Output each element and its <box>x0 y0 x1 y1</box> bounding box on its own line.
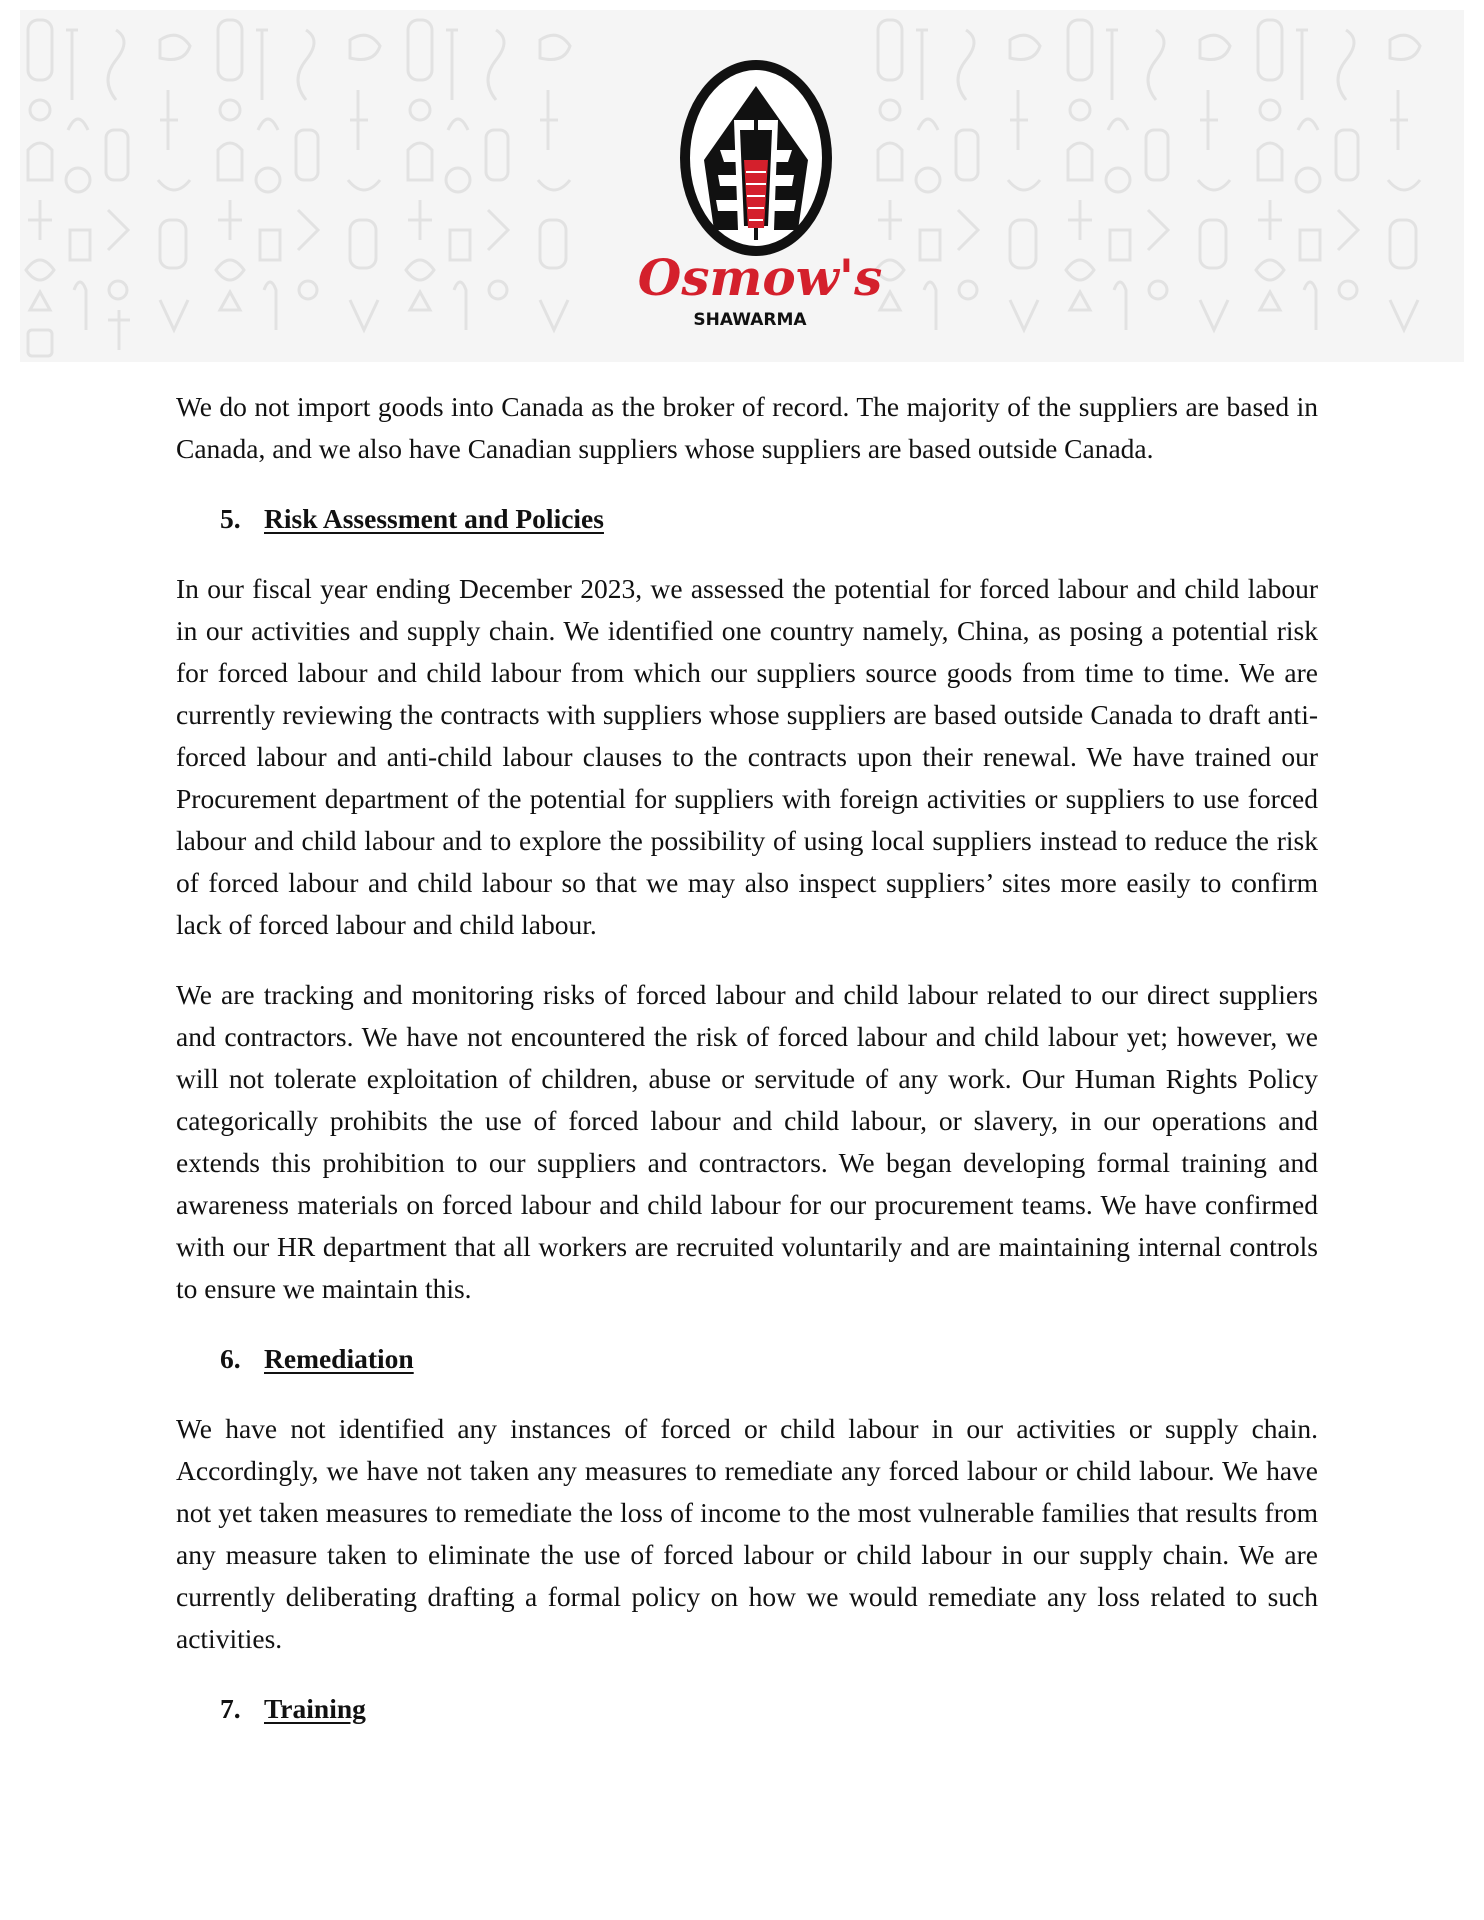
section-title: Risk Assessment and Policies <box>264 503 604 534</box>
section-heading-risk-assessment <box>220 498 1318 540</box>
osmows-logo <box>637 50 883 350</box>
header-banner <box>20 10 1464 362</box>
risk-monitoring-paragraph: We are tracking and monitoring risks of forced labour and child labour related to our direct suppliers and contractors. We have not encountered the risk of forced labour and child labour yet; however, we will not tolerate exploitation of children, abuse or servitude of any work. Our Human Rights Policy categorically prohibits the use of forced labour and child labour, or slavery, in our operations and extends this prohibition to our suppliers and contractors. We began developing formal training and awareness materials on forced labour and child labour for our procurement teams. We have confirmed with our HR department that all workers are recruited voluntarily and are maintaining internal controls to ensure we maintain this. <box>176 979 1318 1304</box>
brand-name: Osmow's <box>637 248 883 307</box>
section-heading-remediation <box>220 1338 1318 1380</box>
section-number: 6. <box>220 1343 241 1374</box>
document-body <box>176 386 1318 1758</box>
intro-paragraph: We do not import goods into Canada as the broker of record. The majority of the suppliers are based in Canada, and we also have Canadian suppliers whose suppliers are based outside Canada. <box>176 391 1318 464</box>
remediation-paragraph: We have not identified any instances of forced or child labour in our activities or supply chain. Accordingly, we have not taken any measures to remediate any forced labour or child labour. We have not yet taken measures to remediate the loss of income to the most vulnerable families that results from any measure taken to eliminate the use of forced labour or child labour in our supply chain. We are currently deliberating drafting a formal policy on how we would remediate any loss related to such activities. <box>176 1413 1318 1654</box>
section-number: 5. <box>220 503 241 534</box>
brand-tagline: SHAWARMA <box>693 310 807 330</box>
risk-assessment-paragraph: In our fiscal year ending December 2023, we assessed the potential for forced labour and child labour in our activities and supply chain. We identified one country namely, China, as posing a potential risk for forced labour and child labour from which our suppliers source goods from time to time. We are currently reviewing the contracts with suppliers whose suppliers are based outside Canada to draft anti-forced labour and anti-child labour clauses to the contracts upon their renewal. We have trained our Procurement department of the potential for suppliers with foreign activities or suppliers to use forced labour and child labour and to explore the possibility of using local suppliers instead to reduce the risk of forced labour and child labour so that we may also inspect suppliers’ sites more easily to confirm lack of forced labour and child labour. <box>176 573 1318 940</box>
section-title: Remediation <box>264 1343 414 1374</box>
section-number: 7. <box>220 1693 241 1724</box>
section-title: Training <box>264 1693 366 1724</box>
section-heading-training <box>220 1688 1318 1730</box>
